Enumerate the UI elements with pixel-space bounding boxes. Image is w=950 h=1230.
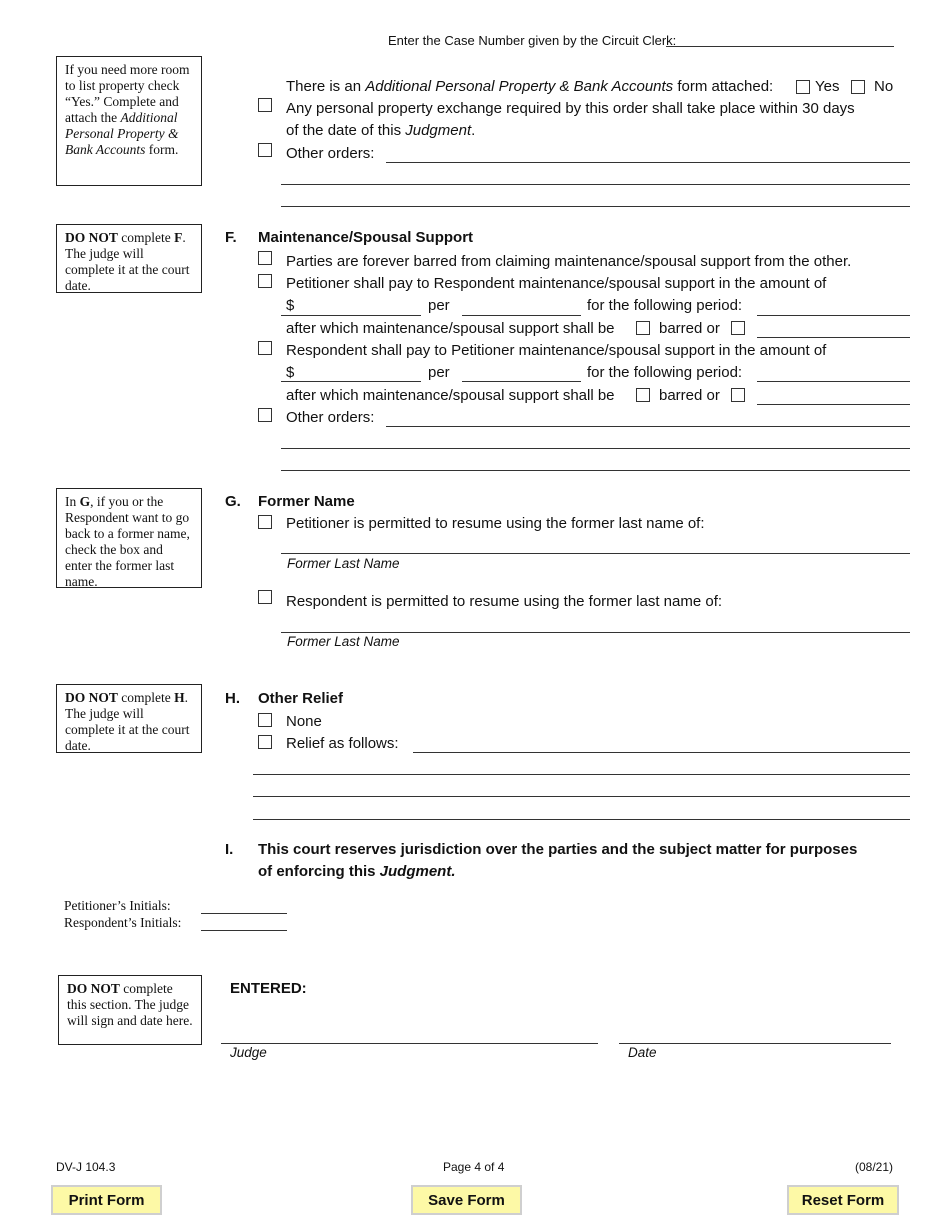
entered-label: ENTERED: [230,980,307,997]
f-resp-period-label: for the following period: [587,364,743,381]
f-respondent-pays-text: Respondent shall pay to Petitioner maintenance/spousal support in the amount of [286,342,827,359]
judge-caption: Judge [230,1045,267,1060]
f-petitioner-pays-checkbox[interactable] [258,274,272,288]
petitioner-initials-label: Petitioner’s Initials: [64,898,171,913]
page-number: Page 4 of 4 [443,1160,505,1174]
date-caption: Date [628,1045,657,1060]
h-relief-line3[interactable] [253,796,910,797]
f-resp-amount-field[interactable] [281,381,421,382]
property-other-orders-field[interactable] [386,162,910,163]
f-pet-other-field[interactable] [757,337,910,338]
section-i-line1: This court reserves jurisdiction over the parties and the subject matter for purposes [258,841,858,858]
f-resp-other-checkbox[interactable] [731,388,745,402]
f-other-orders-line2[interactable] [281,448,910,449]
section-f-note: DO NOT complete F. The judge will complete it at the court date. [56,224,202,293]
save-form-button[interactable]: Save Form [411,1185,522,1215]
section-g-letter: G. [225,493,241,510]
section-g-note: In G, if you or the Respondent want to go back to a former name, check the box and enter the former last name. [56,488,202,588]
attached-no-checkbox[interactable] [851,80,865,94]
f-other-orders-field[interactable] [386,426,910,427]
g-respondent-caption: Former Last Name [287,634,400,649]
property-other-orders-label: Other orders: [286,145,375,162]
h-relief-field[interactable] [413,752,910,753]
f-other-orders-label: Other orders: [286,409,375,426]
f-other-orders-line3[interactable] [281,470,910,471]
f-pet-amount-field[interactable] [281,315,421,316]
property-other-orders-line2[interactable] [281,184,910,185]
g-respondent-text: Respondent is permitted to resume using the former last name of: [286,593,723,610]
h-relief-line4[interactable] [253,819,910,820]
f-other-orders-checkbox[interactable] [258,408,272,422]
f-resp-per-field[interactable] [462,381,581,382]
f-resp-period-field[interactable] [757,381,910,382]
f-resp-dollar: $ [286,364,295,381]
f-pet-other-checkbox[interactable] [731,321,745,335]
exchange-text-line1: Any personal property exchange required by this order shall take place within 30 days [286,100,855,117]
petitioner-initials-field[interactable] [201,913,287,914]
f-resp-per: per [428,364,450,381]
h-relief-checkbox[interactable] [258,735,272,749]
h-none-label: None [286,713,322,730]
respondent-initials-label: Respondent’s Initials: [64,915,182,930]
judge-signature-line[interactable] [221,1043,598,1044]
f-pet-dollar: $ [286,297,295,314]
f-pet-barred-checkbox[interactable] [636,321,650,335]
h-none-checkbox[interactable] [258,713,272,727]
g-respondent-checkbox[interactable] [258,590,272,604]
property-other-orders-line3[interactable] [281,206,910,207]
section-h-note: DO NOT complete H. The judge will complete it at the court date. [56,684,202,753]
f-pet-barred-or: barred or [659,320,720,337]
f-respondent-pays-checkbox[interactable] [258,341,272,355]
section-f-letter: F. [225,229,237,246]
f-pet-per: per [428,297,450,314]
attached-no-label: No [874,78,894,95]
f-resp-barred-or: barred or [659,387,720,404]
case-number-field[interactable] [666,46,894,47]
reset-form-button[interactable]: Reset Form [787,1185,899,1215]
exchange-checkbox[interactable] [258,98,272,112]
attached-yes-label: Yes [815,78,840,95]
date-line[interactable] [619,1043,891,1044]
f-resp-barred-checkbox[interactable] [636,388,650,402]
g-respondent-name-field[interactable] [281,632,910,633]
form-id: DV-J 104.3 [56,1160,116,1174]
property-note: If you need more room to list property check “Yes.” Complete and attach the Additional Personal Property & Bank Accounts form. [56,56,202,186]
f-pet-period-label: for the following period: [587,297,743,314]
section-i-letter: I. [225,841,234,858]
h-relief-label: Relief as follows: [286,735,399,752]
g-petitioner-caption: Former Last Name [287,556,400,571]
respondent-initials-field[interactable] [201,930,287,931]
entered-note: DO NOT complete this section. The judge will sign and date here. [58,975,202,1045]
attached-yes-checkbox[interactable] [796,80,810,94]
f-resp-after-text: after which maintenance/spousal support shall be [286,387,615,404]
section-h-title: Other Relief [258,690,344,707]
property-other-orders-checkbox[interactable] [258,143,272,157]
g-petitioner-text: Petitioner is permitted to resume using the former last name of: [286,515,705,532]
exchange-text-line2: of the date of this Judgment. [286,122,476,139]
f-pet-per-field[interactable] [462,315,581,316]
f-petitioner-pays-text: Petitioner shall pay to Respondent maintenance/spousal support in the amount of [286,275,827,292]
section-h-letter: H. [225,690,240,707]
section-i-line2: of enforcing this Judgment. [258,863,456,880]
section-f-title: Maintenance/Spousal Support [258,229,474,246]
g-petitioner-checkbox[interactable] [258,515,272,529]
case-number-label: Enter the Case Number given by the Circuit Clerk: [388,33,677,48]
attached-form-text: There is an Additional Personal Property & Bank Accounts form attached: [286,78,774,95]
form-revision: (08/21) [855,1160,894,1174]
f-barred-checkbox[interactable] [258,251,272,265]
h-relief-line2[interactable] [253,774,910,775]
print-form-button[interactable]: Print Form [51,1185,162,1215]
section-g-title: Former Name [258,493,355,510]
g-petitioner-name-field[interactable] [281,553,910,554]
f-pet-period-field[interactable] [757,315,910,316]
f-resp-other-field[interactable] [757,404,910,405]
f-barred-text: Parties are forever barred from claiming maintenance/spousal support from the other. [286,253,852,270]
f-pet-after-text: after which maintenance/spousal support shall be [286,320,615,337]
